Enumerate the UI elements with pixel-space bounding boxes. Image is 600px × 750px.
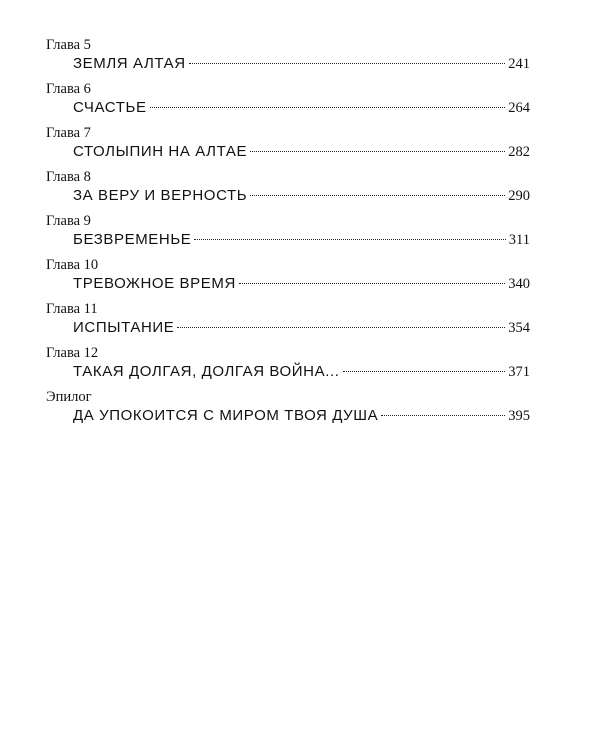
dot-leader [150, 107, 506, 108]
dot-leader [177, 327, 505, 328]
toc-title-line [73, 362, 530, 382]
chapter-label: Глава 8 [46, 169, 91, 185]
dot-leader [189, 63, 506, 64]
toc-entry [46, 388, 530, 432]
toc-title-line [73, 142, 530, 162]
chapter-label: Глава 9 [46, 213, 91, 229]
chapter-title: ТРЕВОЖНОЕ ВРЕМЯ [73, 275, 236, 292]
chapter-label: Глава 7 [46, 125, 91, 141]
page-number: 371 [508, 364, 530, 380]
dot-leader [343, 371, 506, 372]
toc-title-line [73, 98, 530, 118]
page-number: 340 [508, 276, 530, 292]
chapter-label: Глава 11 [46, 301, 98, 317]
page-number: 395 [508, 408, 530, 424]
dot-leader [250, 195, 505, 196]
page-number: 290 [508, 188, 530, 204]
chapter-title: СЧАСТЬЕ [73, 99, 147, 116]
page-number: 241 [508, 56, 530, 72]
toc-entry [46, 300, 530, 344]
toc-title-line [73, 406, 530, 426]
dot-leader [250, 151, 505, 152]
toc-entry [46, 212, 530, 256]
chapter-title: ИСПЫТАНИЕ [73, 319, 175, 336]
chapter-title: ТАКАЯ ДОЛГАЯ, ДОЛГАЯ ВОЙНА... [73, 363, 340, 380]
chapter-label: Эпилог [46, 389, 92, 405]
page-number: 282 [508, 144, 530, 160]
dot-leader [194, 239, 505, 240]
chapter-title: ДА УПОКОИТСЯ С МИРОМ ТВОЯ ДУША [73, 407, 379, 424]
chapter-label: Глава 12 [46, 345, 99, 361]
toc-title-line [73, 54, 530, 74]
toc-title-line [73, 274, 530, 294]
chapter-label: Глава 5 [46, 37, 91, 53]
chapter-label: Глава 6 [46, 81, 91, 97]
toc-entry [46, 80, 530, 124]
toc-entry [46, 124, 530, 168]
toc-title-line [73, 318, 530, 338]
dot-leader [381, 415, 505, 416]
toc-entry [46, 168, 530, 212]
toc-title-line [73, 230, 530, 250]
page-number: 311 [508, 232, 530, 248]
chapter-title: БЕЗВРЕМЕНЬЕ [73, 231, 192, 248]
table-of-contents [46, 36, 530, 432]
toc-entry [46, 36, 530, 80]
chapter-label: Глава 10 [46, 257, 99, 273]
toc-title-line [73, 186, 530, 206]
toc-entry [46, 256, 530, 300]
chapter-title: СТОЛЫПИН НА АЛТАЕ [73, 143, 248, 160]
page-number: 354 [508, 320, 530, 336]
chapter-title: ЗЕМЛЯ АЛТАЯ [73, 55, 186, 72]
dot-leader [239, 283, 505, 284]
toc-entry [46, 344, 530, 388]
page-number: 264 [508, 100, 530, 116]
chapter-title: ЗА ВЕРУ И ВЕРНОСТЬ [73, 187, 248, 204]
